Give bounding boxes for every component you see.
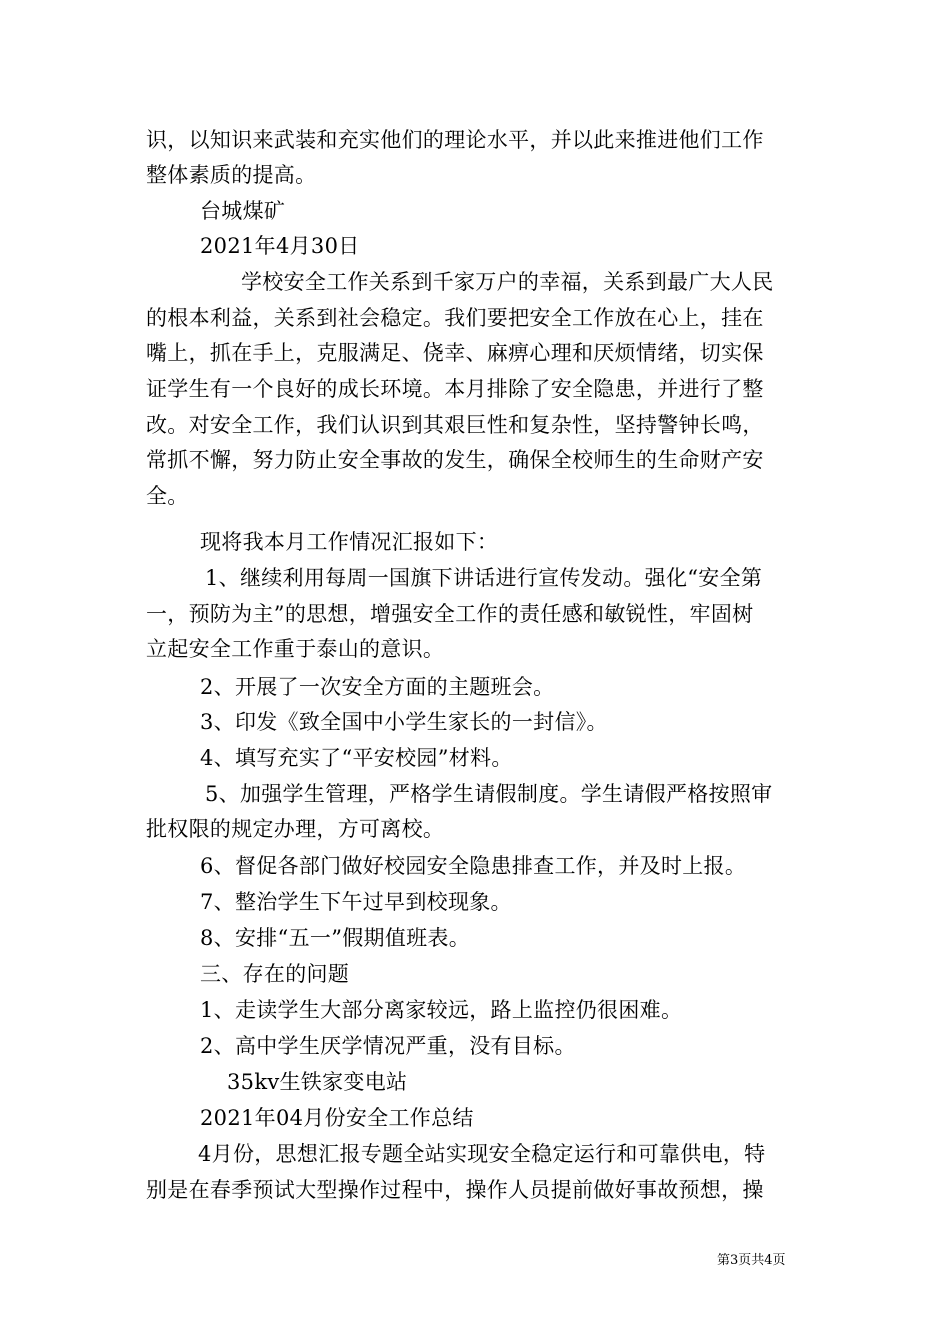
- text-line: 整体素质的提高。: [146, 163, 317, 187]
- list-item: 5、加强学生管理，严格学生请假制度。学生请假严格按照审: [205, 782, 773, 806]
- list-item: 2、开展了一次安全方面的主题班会。: [200, 675, 555, 699]
- text-line: 嘴上，抓在手上，克服满足、侥幸、麻痹心理和厌烦情绪，切实保: [146, 341, 764, 365]
- list-item: 1、继续利用每周一国旗下讲话进行宣传发动。强化“安全第: [205, 566, 763, 590]
- list-item: 8、安排“五一”假期值班表。: [200, 926, 471, 950]
- text-line: 识，以知识来武装和充实他们的理论水平，并以此来推进他们工作: [146, 128, 764, 152]
- section-heading: 三、存在的问题: [200, 962, 350, 986]
- text-line: 常抓不懈，努力防止安全事故的发生，确保全校师生的生命财产安: [146, 448, 764, 472]
- list-item: 1、走读学生大部分离家较远，路上监控仍很困难。: [200, 998, 683, 1022]
- list-item: 4、填写充实了“平安校园”材料。: [200, 746, 513, 770]
- section-title: 2021年04月份安全工作总结: [200, 1106, 474, 1130]
- signature-date: 2021年4月30日: [200, 234, 360, 258]
- list-item: 6、督促各部门做好校园安全隐患排查工作，并及时上报。: [200, 854, 747, 878]
- text-line: 4月份，思想汇报专题全站实现安全稳定运行和可靠供电，特: [198, 1142, 766, 1166]
- list-item: 3、印发《致全国中小学生家长的一封信》。: [200, 710, 608, 734]
- text-line: 学校安全工作关系到千家万户的幸福，关系到最广大人民: [241, 270, 774, 294]
- text-line: 证学生有一个良好的成长环境。本月排除了安全隐患，并进行了整: [146, 377, 764, 401]
- text-line: 全。: [146, 484, 189, 508]
- text-line: 现将我本月工作情况汇报如下：: [200, 530, 499, 554]
- text-line: 改。对安全工作，我们认识到其艰巨性和复杂性，坚持警钟长鸣，: [146, 413, 764, 437]
- text-line: 的根本利益，关系到社会稳定。我们要把安全工作放在心上，挂在: [146, 306, 764, 330]
- page-number-footer: 第3页共4页: [717, 1253, 786, 1268]
- text-line: 别是在春季预试大型操作过程中，操作人员提前做好事故预想，操: [146, 1178, 764, 1202]
- text-line: 批权限的规定办理，方可离校。: [146, 817, 445, 841]
- section-org: 35kv生铁家变电站: [227, 1070, 408, 1094]
- list-item: 2、高中学生厌学情况严重，没有目标。: [200, 1034, 576, 1058]
- list-item: 7、整治学生下午过早到校现象。: [200, 890, 512, 914]
- text-line: 立起安全工作重于泰山的意识。: [146, 637, 445, 661]
- text-line: 一，预防为主”的思想，增强安全工作的责任感和敏锐性，牢固树: [146, 602, 754, 626]
- signature-org: 台城煤矿: [200, 199, 286, 223]
